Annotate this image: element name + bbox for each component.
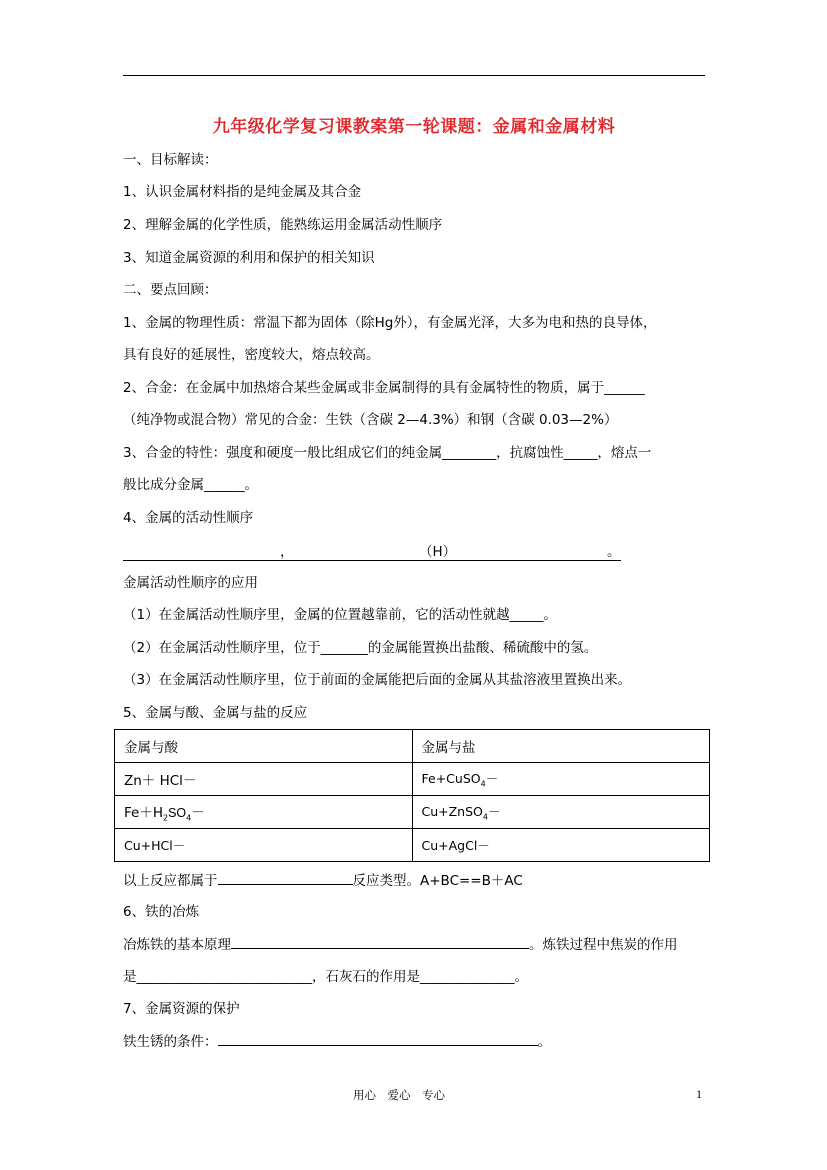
header-rule — [123, 75, 705, 76]
cell-fe-cuso4[interactable]: Fe+CuSO$_4$－ — [412, 763, 710, 796]
point-7-heading: 7、金属资源的保护 — [123, 1001, 240, 1017]
point-6-line-2: 是__________________________，石灰石的作用是______________。 — [123, 969, 528, 985]
footer-motto: 用心 爱心 专心 — [353, 1088, 445, 1102]
activity-series-blank-line[interactable] — [123, 540, 621, 561]
table-row — [115, 796, 710, 829]
cell-zn-hcl[interactable]: Zn＋ HCl－ — [115, 763, 413, 796]
cell-cu-znso4[interactable]: Cu+ZnSO$_4$－ — [412, 796, 710, 829]
page-title: 九年级化学复习课教案第一轮课题：金属和金属材料 — [212, 117, 616, 137]
point-6-heading: 6、铁的冶炼 — [123, 904, 200, 920]
goal-item-3: 3、知道金属资源的利用和保护的相关知识 — [123, 250, 375, 266]
section-2-heading: 二、要点回顾： — [123, 282, 218, 298]
point-2-line-2: （纯净物或混合物）常见的合金：生铁（含碳 2—4.3%）和钢（含碳 0.03—2%） — [123, 412, 618, 428]
page-number: 1 — [696, 1087, 702, 1101]
cell-cu-hcl[interactable]: Cu+HCl－ — [115, 829, 413, 862]
point-6-line-1: 冶炼铁的基本原理 。炼铁过程中焦炭的作用 — [123, 934, 678, 955]
point-3-line-2: 般比成分金属______。 — [123, 477, 258, 493]
series-comma: ， — [280, 544, 294, 560]
rusting-conditions-blank[interactable] — [218, 1031, 538, 1046]
point-5-heading: 5、金属与酸、金属与盐的反应 — [123, 705, 308, 721]
section-1-heading: 一、目标解读： — [123, 152, 218, 168]
iron-smelting-principle-blank[interactable] — [231, 934, 529, 949]
series-period: 。 — [607, 544, 621, 560]
reactions-table — [114, 729, 710, 862]
application-2: （2）在金属活动性顺序里，位于_______的金属能置换出盐酸、稀硫酸中的氢。 — [123, 640, 598, 656]
goal-item-2: 2、理解金属的化学性质，能熟练运用金属活动性顺序 — [123, 217, 443, 233]
table-row — [115, 829, 710, 862]
point-7-line-1: 铁生锈的条件： 。 — [123, 1031, 551, 1052]
cell-fe-h2so4[interactable]: $Fe+H_2SO_4-$ — [115, 796, 413, 829]
table-row — [115, 763, 710, 796]
point-3-line-1: 3、合金的特性：强度和硬度一般比组成它们的纯金属________，抗腐蚀性_____，熔点一 — [123, 445, 652, 461]
table-header-row — [115, 730, 710, 763]
series-hydrogen-marker: （H） — [419, 544, 457, 560]
application-heading: 金属活动性顺序的应用 — [123, 575, 258, 591]
point-1-line-1: 1、金属的物理性质：常温下都为固体（除Hg外），有金属光泽，大多为电和热的良导体， — [123, 315, 657, 331]
header-metal-acid: 金属与酸 — [115, 730, 413, 763]
application-3: （3）在金属活动性顺序里，位于前面的金属能把后面的金属从其盐溶液里置换出来。 — [123, 672, 632, 688]
point-4-heading: 4、金属的活动性顺序 — [123, 510, 254, 526]
goal-item-1: 1、认识金属材料指的是纯金属及其合金 — [123, 184, 362, 200]
point-2-line-1: 2、合金：在金属中加热熔合某些金属或非金属制得的具有金属特性的物质，属于______ — [123, 380, 645, 396]
point-1-line-2: 具有良好的延展性，密度较大，熔点较高。 — [123, 347, 380, 363]
header-metal-salt: 金属与盐 — [412, 730, 710, 763]
cell-cu-agcl[interactable]: Cu+AgCl－ — [412, 829, 710, 862]
reaction-type-blank[interactable] — [218, 870, 353, 885]
reaction-type-line: 以上反应都属于 反应类型。A+BC==B＋AC — [123, 870, 523, 891]
application-1: （1）在金属活动性顺序里，金属的位置越靠前，它的活动性就越_____。 — [123, 607, 557, 623]
